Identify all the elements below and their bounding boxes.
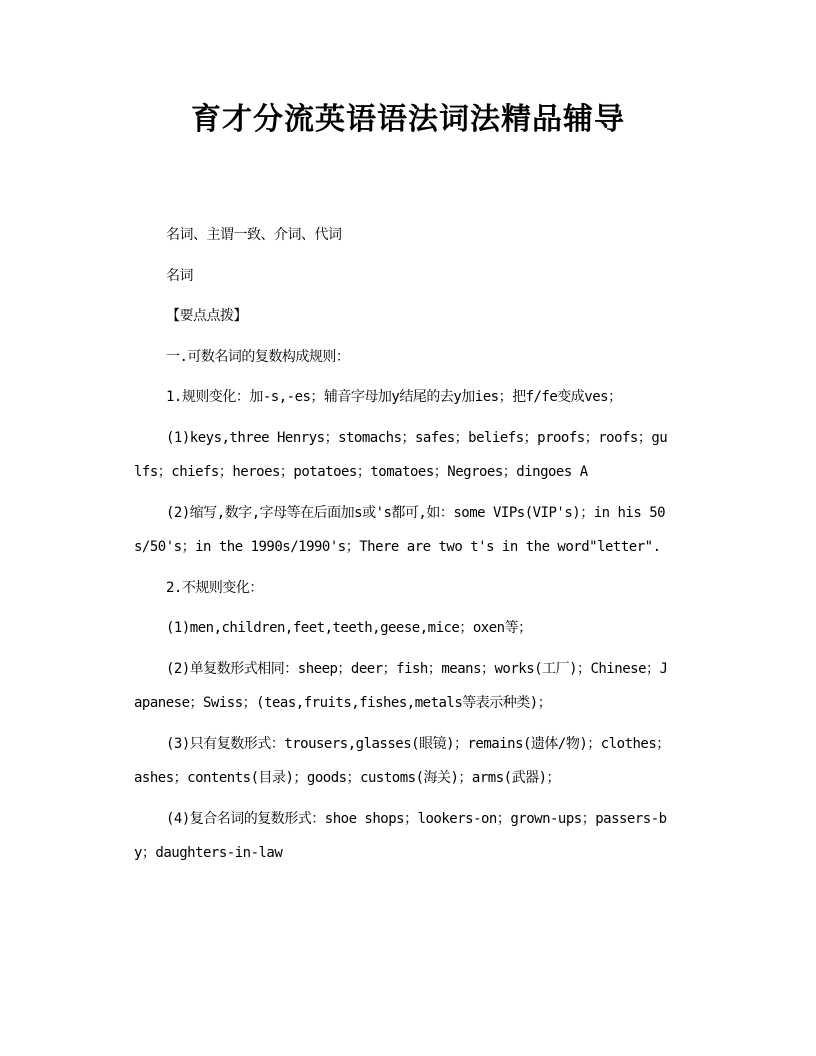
paragraph-regular-change: 1.规则变化：加-s,-es；辅音字母加y结尾的去y加ies；把f/fe变成ves； bbox=[166, 389, 622, 405]
paragraph-irregular-change: 2.不规则变化： bbox=[166, 579, 263, 596]
paragraph-irregular-examples-2: (2)单复数形式相同：sheep；deer；fish；means；works(工厂)；Chinese；Japanese；Swiss；(teas,fruits,fishes,metals等表示种类)； bbox=[134, 660, 668, 711]
document-body bbox=[134, 218, 674, 877]
paragraph-key-points: 【要点点拨】 bbox=[166, 308, 247, 324]
paragraph-regular-examples-2: (2)缩写,数字,字母等在后面加s或's都可,如：some VIPs(VIP's)；in his 50s/50's；in the 1990s/1990's；There are two t's in the word"letter". bbox=[134, 504, 666, 555]
paragraph-irregular-examples-3: (3)只有复数形式：trousers,glasses(眼镜)；remains(遗体/物)；clothes；ashes；contents(目录)；goods；customs(海关)；arms(武器)； bbox=[134, 735, 670, 786]
document-title: 育才分流英语语法词法精品辅导 bbox=[191, 102, 625, 137]
paragraph-irregular-examples-1: (1)men,children,feet,teeth,geese,mice；oxen等； bbox=[166, 620, 532, 636]
paragraph-section-heading: 名词、主谓一致、介词、代词 bbox=[166, 227, 342, 243]
paragraph-noun-heading: 名词 bbox=[166, 267, 193, 284]
paragraph-regular-examples-1: (1)keys,three Henrys；stomachs；safes；beliefs；proofs；roofs；gulfs；chiefs；heroes；potatoes；tomatoes；Negroes；dingoes A bbox=[134, 429, 668, 480]
paragraph-plural-rules-heading: 一.可数名词的复数构成规则： bbox=[166, 348, 350, 365]
paragraph-irregular-examples-4: (4)复合名词的复数形式：shoe shops；lookers-on；grown-ups；passers-by；daughters-in-law bbox=[134, 810, 667, 861]
